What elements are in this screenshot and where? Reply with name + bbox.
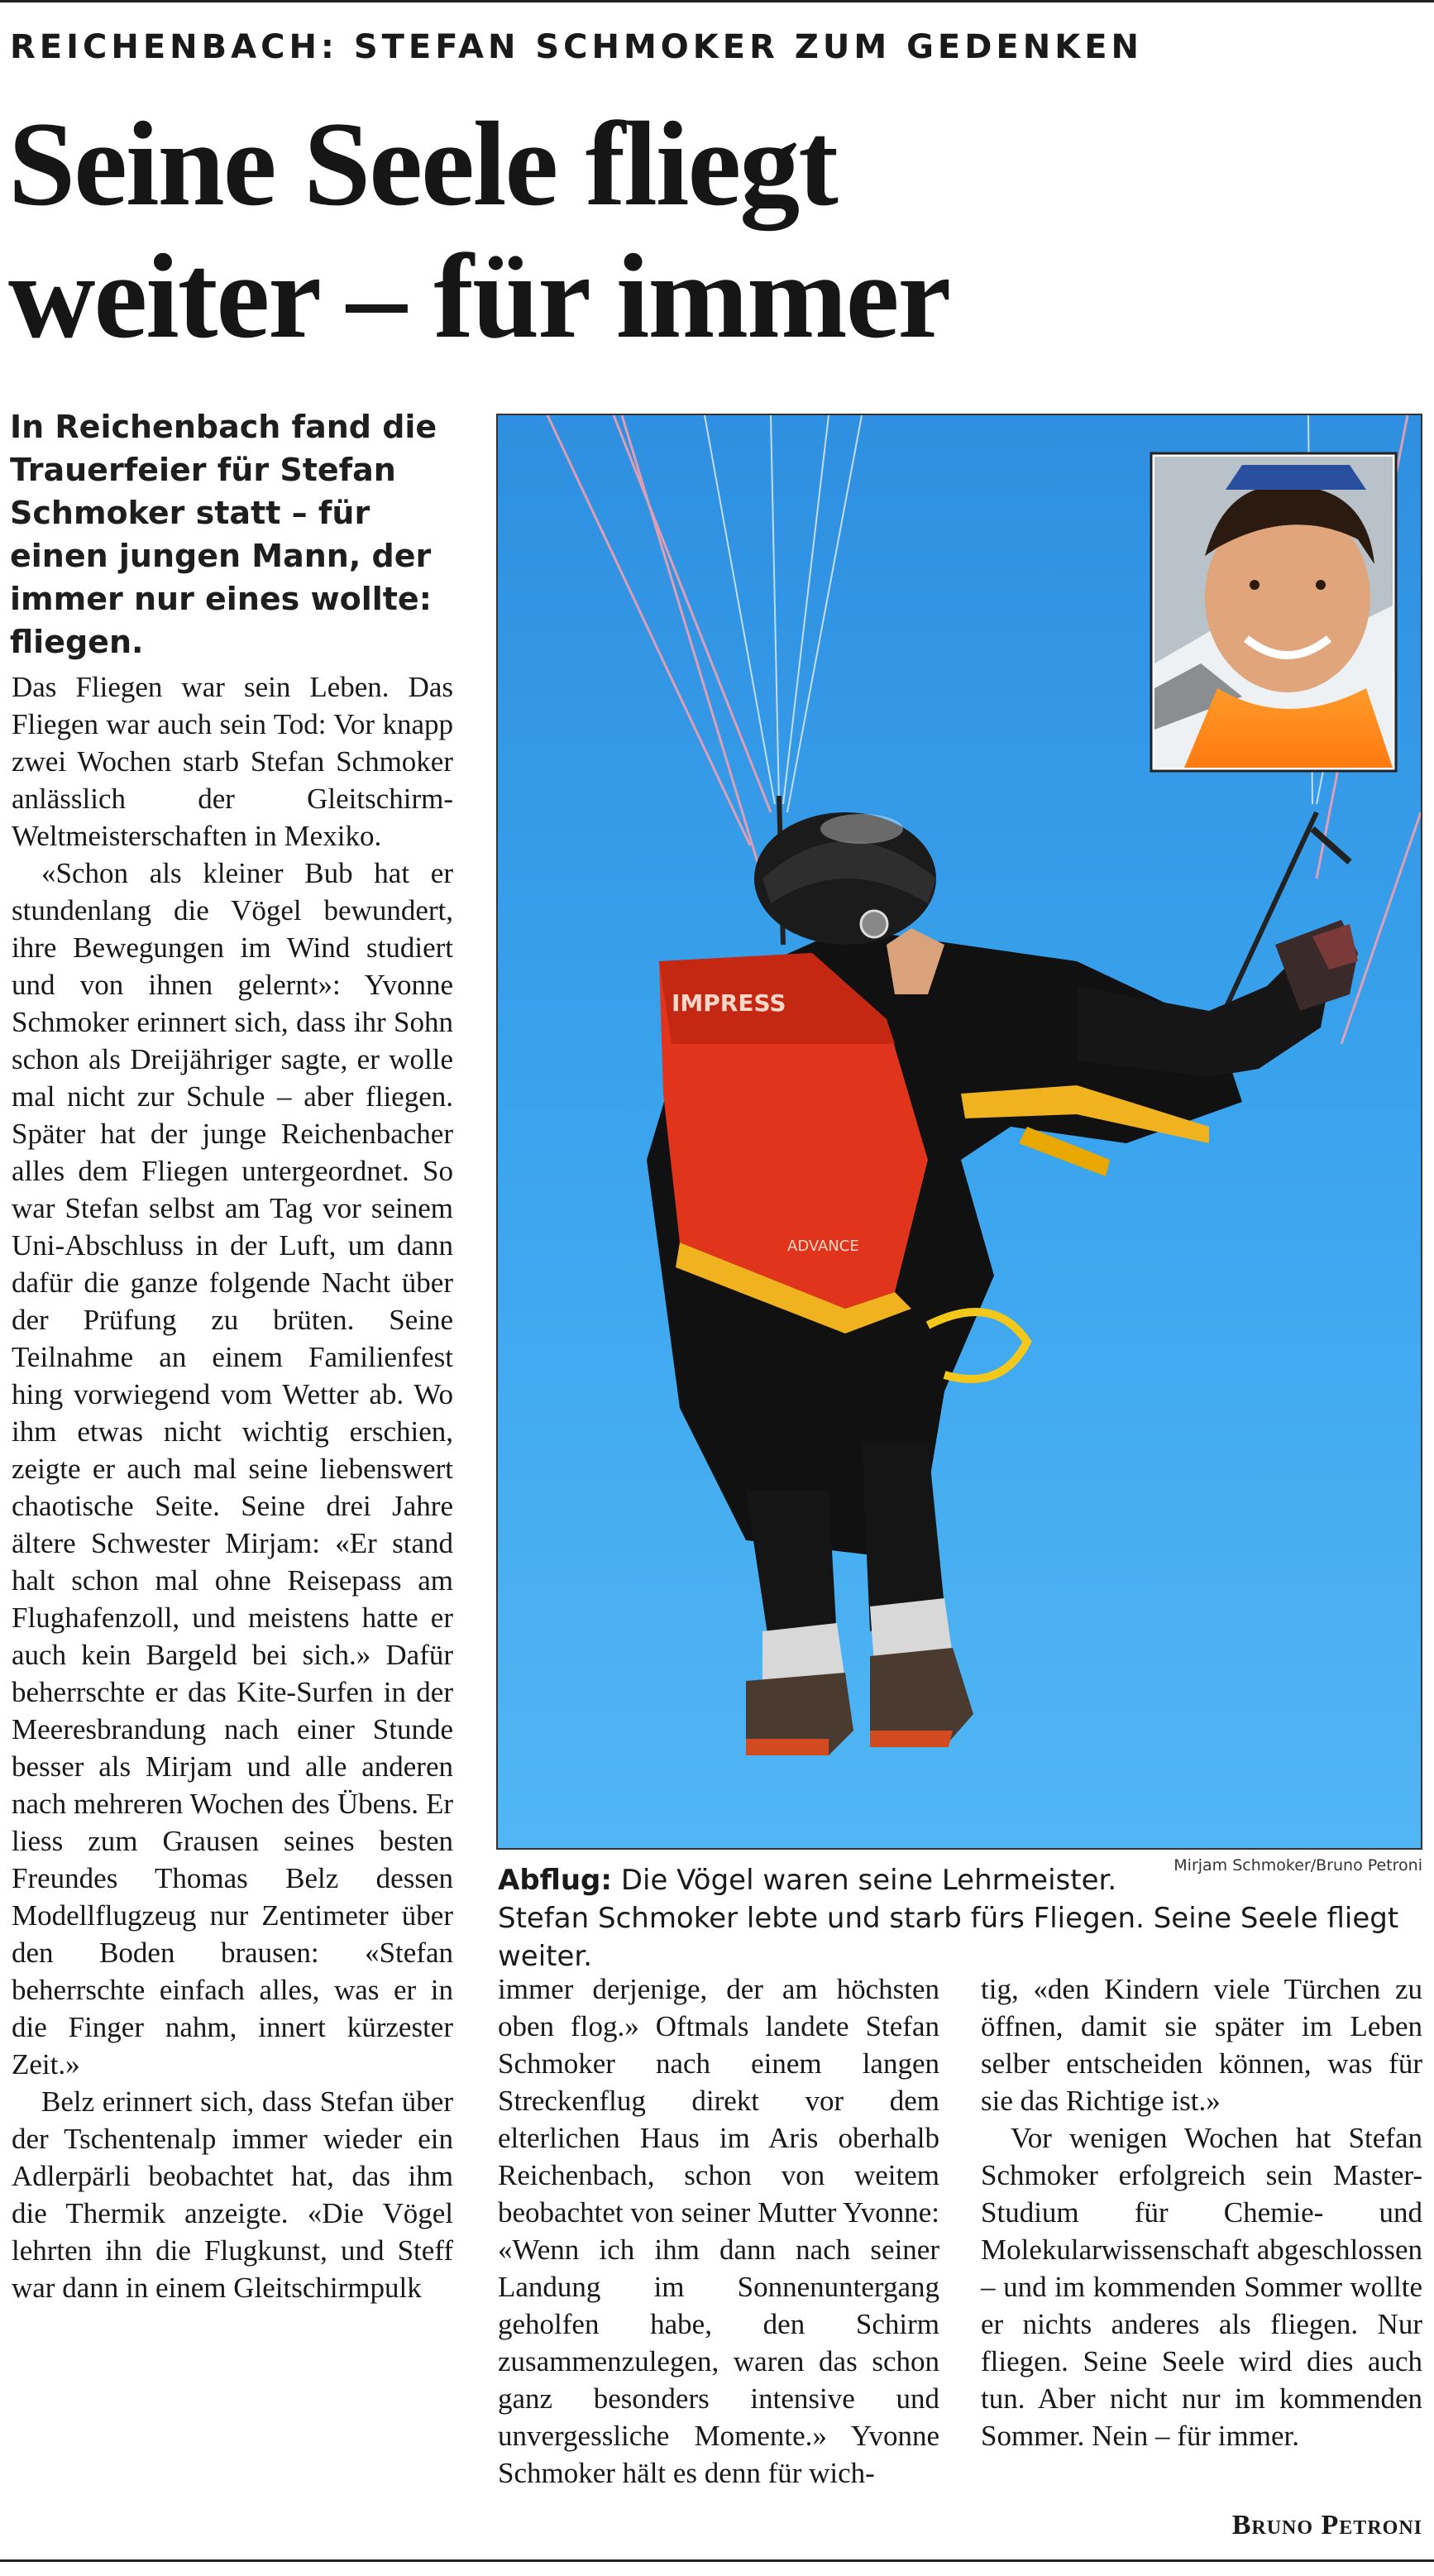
headline-line-1: Seine Seele fliegt	[8, 97, 837, 231]
kicker: REICHENBACH: STEFAN SCHMOKER ZUM GEDENKEN	[10, 28, 1144, 66]
harness-brand-text: IMPRESS	[672, 989, 786, 1017]
top-rule	[0, 0, 1434, 2]
paragraph-1: Das Fliegen war sein Leben. Das Fliegen war auch sein Tod: Vor knapp zwei Wochen starb Stefan Schmoker anlässlich der Gleitschirm-Weltmeisterschaften in Mexiko.	[12, 671, 453, 852]
paragraph-5: tig, «den Kindern viele Türchen zu öffnen, damit sie später im Leben selber entscheiden können, was für sie das Richtige ist.»	[981, 1973, 1422, 2117]
caption-line-2: Stefan Schmoker lebte und starb fürs Fliegen. Seine Seele fliegt weiter.	[498, 1902, 1399, 1973]
paraglider-photo	[496, 414, 1422, 1850]
photo-credit: Mirjam Schmoker/Bruno Petroni	[1173, 1856, 1422, 1875]
harness-logo-text: ADVANCE	[787, 1238, 859, 1255]
article-column-2	[498, 1970, 939, 2492]
bottom-rule	[0, 2559, 1434, 2562]
caption-text-1: Die Vögel waren seine Lehrmeister.	[620, 1864, 1117, 1897]
portrait-inset	[1151, 453, 1396, 771]
paragraph-3: Belz erinnert sich, dass Stefan über der Tschentenalp immer wieder ein Adlerpärli beobachtet hat, das ihm die Thermik anzeigte. «Die Vögel lehrten ihn die Flugkunst, und Steff war dann in einem Gleitschirmpulk	[12, 2085, 453, 2304]
headline	[8, 98, 949, 362]
photo-caption	[498, 1861, 1424, 1975]
caption-line-1	[498, 1861, 1424, 1899]
headline-line-2: weiter – für immer	[8, 229, 950, 363]
author-byline: Bruno Petroni	[1231, 2510, 1422, 2540]
paragraph-4: immer derjenige, der am höchsten oben flog.» Oftmals landete Stefan Schmoker nach einem langen Streckenflug direkt vor dem elterlichen Haus im Aris oberhalb Reichenbach, schon von weitem beobachtet von seiner Mutter Yvonne: «Wenn ich ihm dann nach seiner Landung im Sonnenuntergang geholfen habe, den Schirm zusammenzulegen, waren das schon ganz besonders intensive und unvergessliche Momente.» Yvonne Schmoker hält es denn für wich-	[498, 1973, 939, 2489]
paragraph-2: «Schon als kleiner Bub hat er stundenlang die Vögel bewundert, ihre Bewegungen im Wind studiert und von ihnen gelernt»: Yvonne Schmoker erinnert sich, dass ihr Sohn schon als Dreijähriger sagte, er wolle mal nicht zur Schule – aber fliegen. Später hat der junge Reichenbacher alles dem Fliegen untergeordnet. So war Stefan selbst am Tag vor seinem Uni-Abschluss in der Luft, um dann dafür die ganze folgende Nacht über der Prüfung zu brüten. Seine Teilnahme an einem Familienfest hing vorwiegend vom Wetter ab. Wo ihm etwas nicht wichtig erschien, zeigte er auch mal seine liebenswert chaotische Seite. Seine drei Jahre ältere Schwester Mirjam: «Er stand halt schon mal ohne Reisepass am Flughafenzoll, und meistens hatte er auch kein Bargeld bei sich.» Dafür beherrschte er das Kite-Surfen in der Meeresbrandung nach einer Stunde besser als Mirjam und alle anderen nach mehreren Wochen des Übens. Er liess zum Grausen seines besten Freundes Thomas Belz dessen Modellflugzeug nur Zentimeter über den Boden brausen: «Stefan beherrschte einfach alles, was er in die Finger nahm, innert kürzester Zeit.»	[12, 857, 453, 2080]
caption-label: Abflug:	[498, 1864, 612, 1897]
article-column-1	[12, 668, 453, 2306]
article-column-3	[981, 1970, 1422, 2454]
lead-paragraph: In Reichenbach fand die Trauerfeier für Stefan Schmoker statt – für einen jungen Mann, der immer nur eines wollte: fliegen.	[10, 409, 437, 660]
paragraph-6: Vor wenigen Wochen hat Stefan Schmoker erfolgreich sein Master-Studium für Chemie- und Molekularwissenschaft abgeschlossen – und im kommenden Sommer wollte er nichts anderes als fliegen. Nur fliegen. Seine Seele wird dies auch tun. Aber nicht nur im kommenden Sommer. Nein – für immer.	[981, 2122, 1422, 2452]
